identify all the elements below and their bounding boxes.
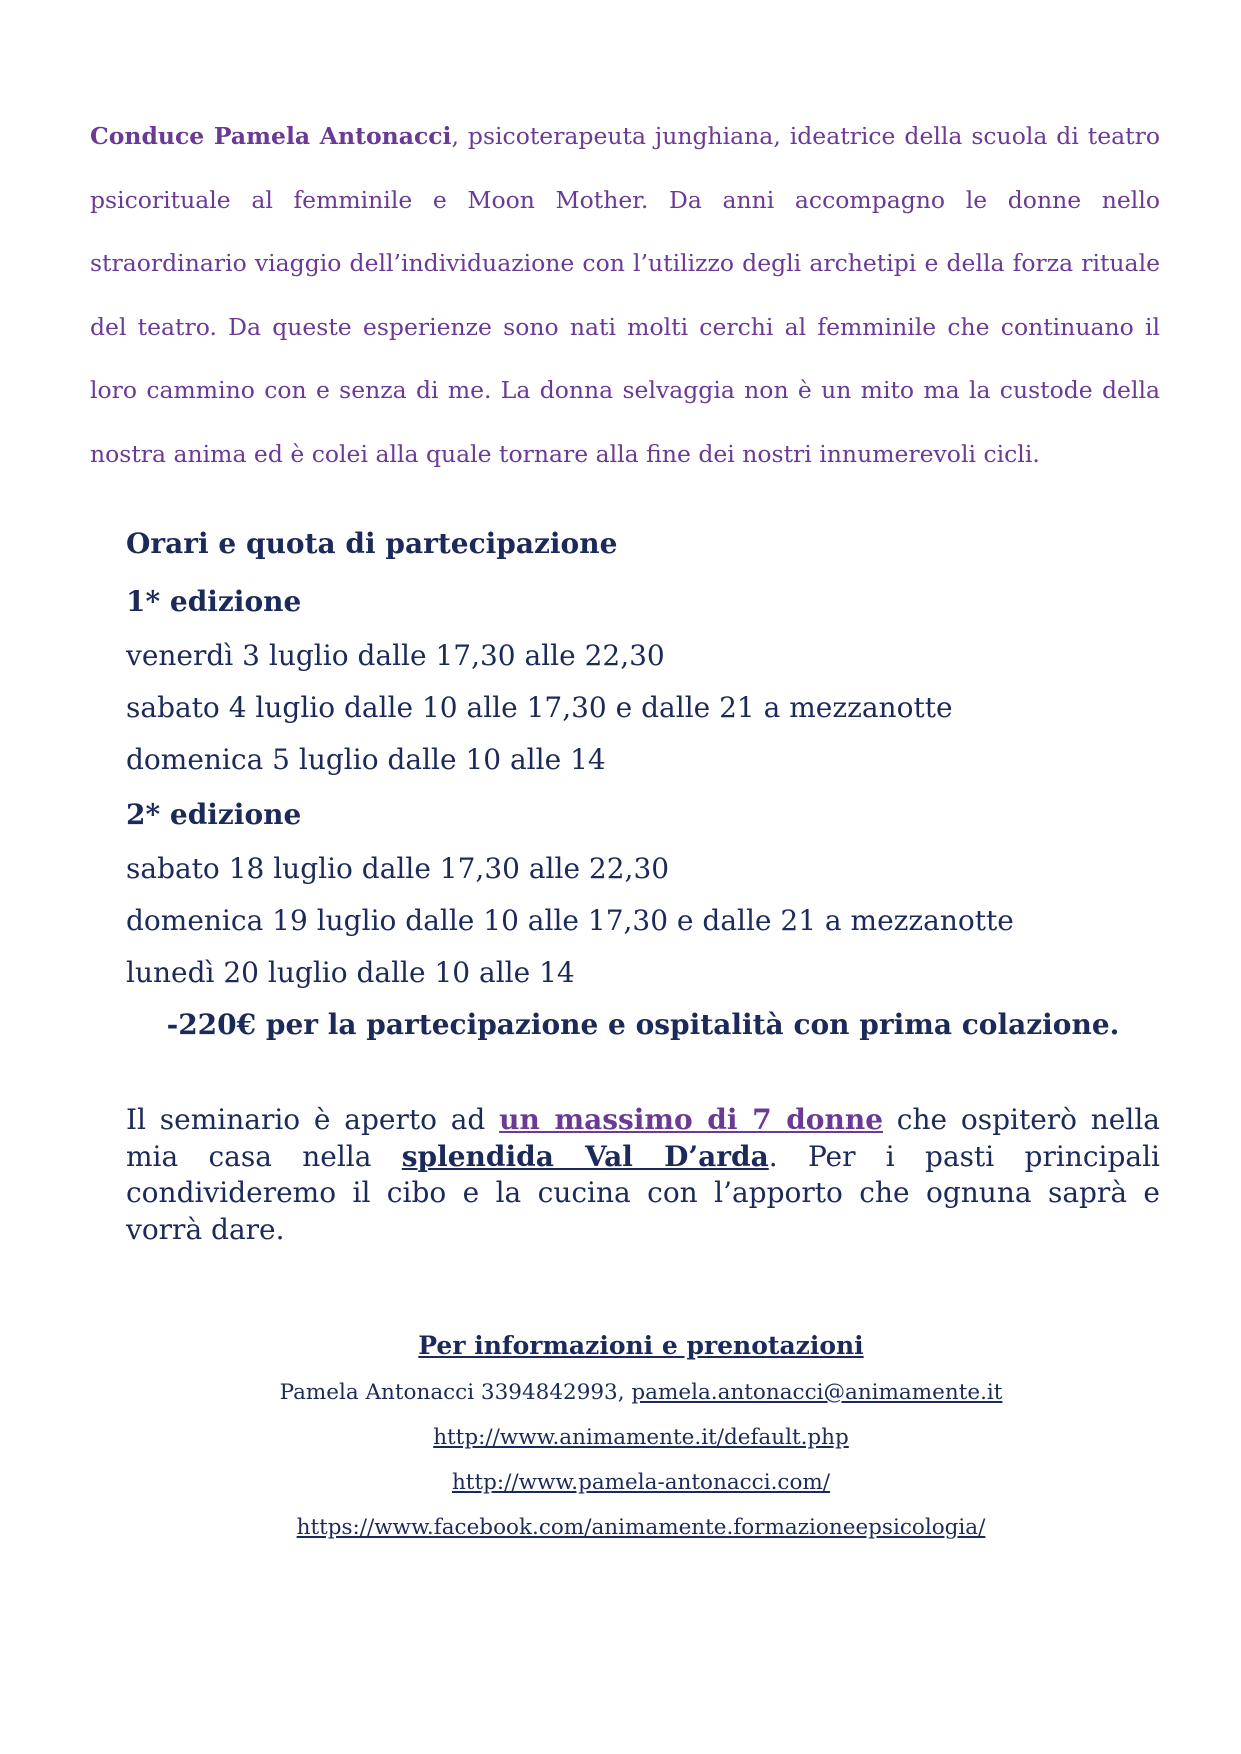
schedule-section	[126, 515, 1160, 1051]
location-highlight: splendida Val D’arda	[401, 1139, 769, 1173]
edition-2-line: lunedì 20 luglio dalle 10 alle 14	[126, 956, 575, 989]
contacts-section	[0, 1322, 1241, 1550]
edition-1-title: 1* edizione	[126, 585, 302, 618]
schedule-heading: Orari e quota di partecipazione	[126, 527, 618, 560]
edition-1-line: domenica 5 luglio dalle 10 alle 14	[126, 743, 606, 776]
edition-1-line: sabato 4 luglio dalle 10 alle 17,30 e dalle 21 a mezzanotte	[126, 691, 953, 724]
intro-lead: Conduce Pamela Antonacci	[90, 122, 452, 150]
link-row	[0, 1505, 1241, 1550]
price-line: -220€ per la partecipazione e ospitalità con prima colazione.	[166, 1008, 1120, 1041]
link-row	[0, 1415, 1241, 1460]
contact-row	[0, 1370, 1241, 1415]
email-link[interactable]: pamela.antonacci@animamente.it	[631, 1380, 1003, 1405]
edition-2-line: sabato 18 luglio dalle 17,30 alle 22,30	[126, 852, 670, 885]
intro-body: , psicoterapeuta junghiana, ideatrice della scuola di teatro psicorituale al femminile e Moon Mother. Da anni accompagno le donne nello straordinario viaggio dell’individuazione con l’utilizzo degli archetipi e della forza rituale del teatro. Da queste esperienze sono nati molti cerchi al femminile che continuano il loro cammino con e senza di me. La donna selvaggia non è un mito ma la custode della nostra anima ed è colei alla quale tornare alla fine dei nostri innumerevoli cicli.	[90, 122, 1160, 468]
intro-paragraph	[90, 105, 1160, 486]
edition-2-title: 2* edizione	[126, 798, 302, 831]
link-row	[0, 1460, 1241, 1505]
edition-1-line: venerdì 3 luglio dalle 17,30 alle 22,30	[126, 639, 665, 672]
info-text: . Per i pasti principali condivideremo il cibo e la cucina con l’apporto che ognuna saprà e vorrà dare.	[126, 1139, 1160, 1246]
contact-name-phone: Pamela Antonacci 3394842993,	[279, 1380, 632, 1405]
facebook-link[interactable]: https://www.facebook.com/animamente.formazioneepsicologia/	[296, 1515, 986, 1540]
seminar-info-paragraph	[126, 1102, 1160, 1248]
contacts-title: Per informazioni e prenotazioni	[418, 1331, 864, 1360]
max-participants-highlight: un massimo di 7 donne	[499, 1103, 884, 1136]
website-link[interactable]: http://www.pamela-antonacci.com/	[451, 1470, 831, 1495]
info-text: Il seminario è aperto ad	[126, 1103, 500, 1136]
animamente-link[interactable]: http://www.animamente.it/default.php	[433, 1425, 849, 1450]
edition-2-line: domenica 19 luglio dalle 10 alle 17,30 e dalle 21 a mezzanotte	[126, 904, 1014, 937]
info-text: che ospiterò nella mia casa nella	[126, 1103, 1160, 1173]
